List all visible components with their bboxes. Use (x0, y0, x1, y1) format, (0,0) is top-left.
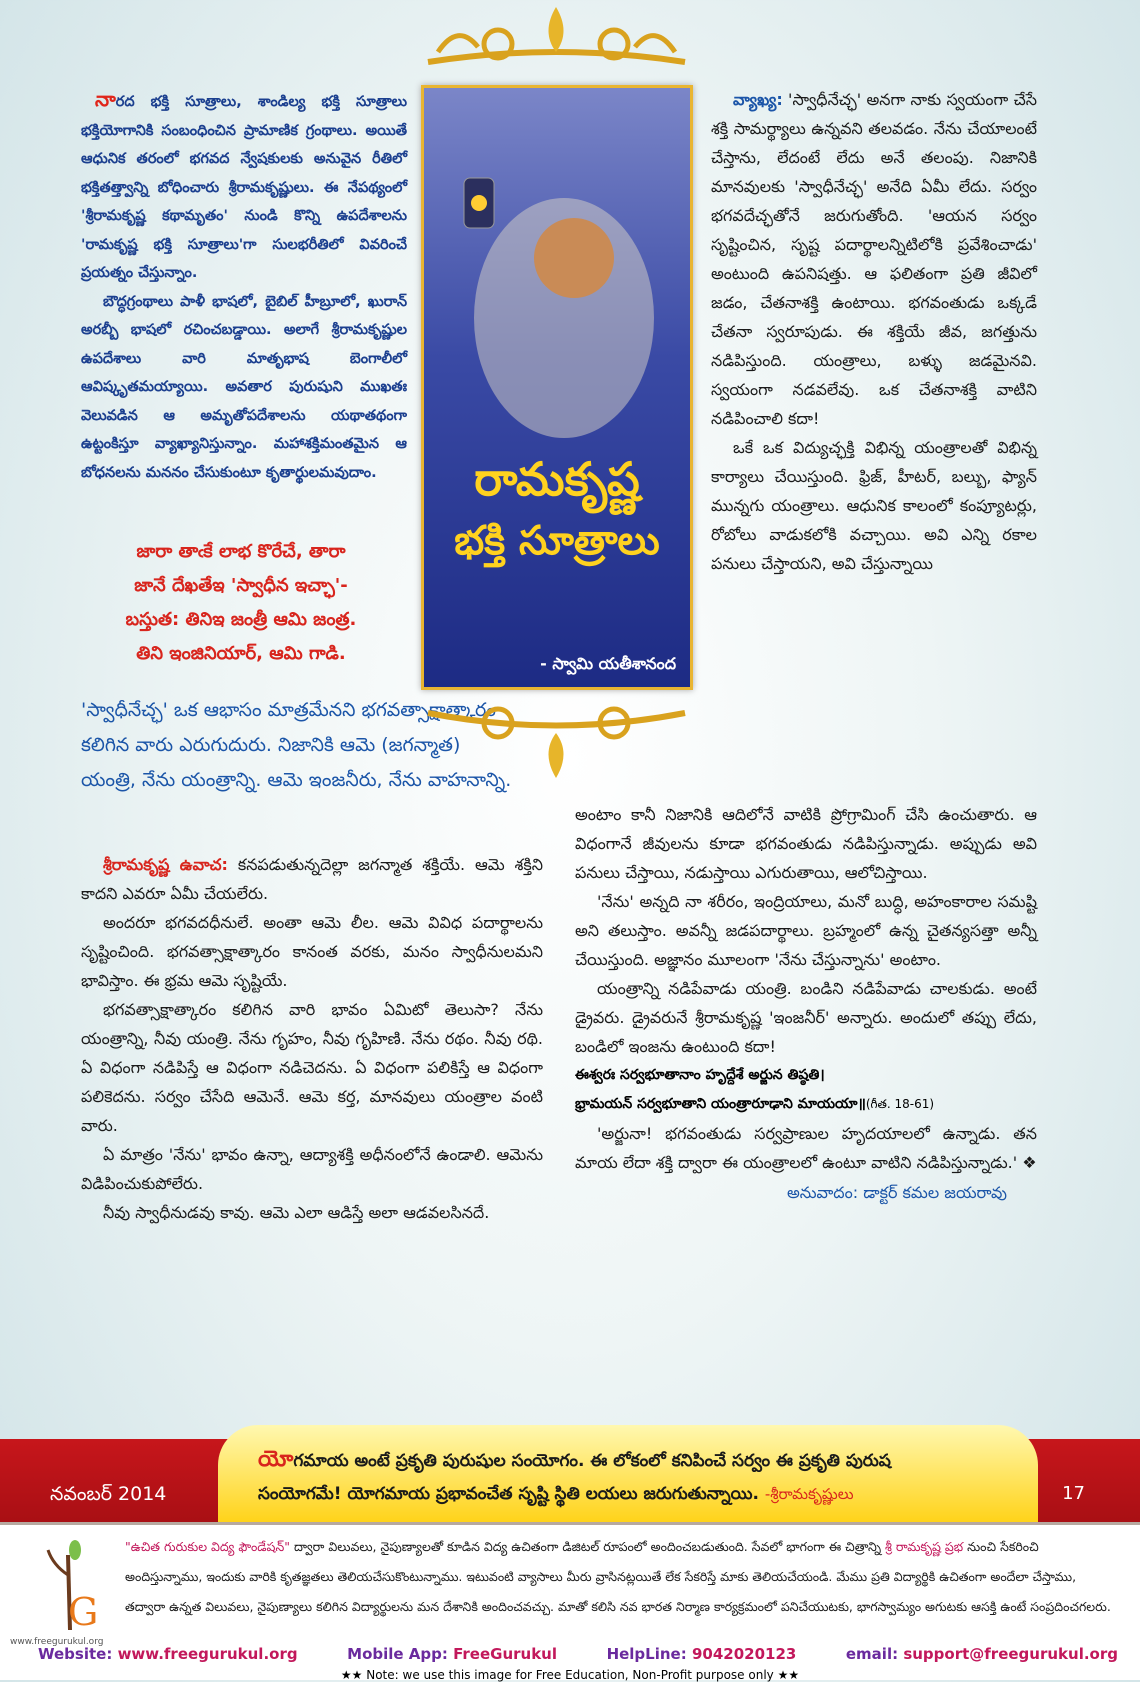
drop-cap: నా (95, 87, 116, 111)
footer-note: ★★ Note: we use this image for Free Education, Non-Profit purpose only ★★ (340, 1668, 800, 1682)
bengali-quote: జారా తాఁకే లాభ కొరేచే, తారా జానే దేఖతేఇ 'స్వాధీన ఇచ్ఛా'- బస్తుత: తినిఇ జంత్రీ ఆమి జంత్ర. తిని ఇంజినియార్, ఆమి గాడి. (125, 541, 357, 664)
freegurukul-logo (30, 1535, 100, 1635)
helpline: 9042020123 (691, 1645, 797, 1663)
poster-image (421, 85, 693, 690)
logo-url: www.freegurukul.org (10, 1637, 104, 1647)
commentary-continued: అంటాం కానీ నిజానికి ఆదిలోనే వాటికి ప్రోగ్రామింగ్ చేసి ఉంచుతారు. ఆ విధంగానే జీవులను కూడా భగవంతుడు నడిపిస్తున్నాడు. అప్పుడు అవి పనులు చేస్తాయి, నడుస్తాయి ఎగురుతాయి, ఆలోచిస్తాయి. 'నేను' అన్నది నా శరీరం, ఇంద్రియాలు, మనో బుద్ధి, అహంకారాల సమష్టి అని తలుస్తాం. అవన్నీ జడపదార్థాలు. బ్రహ్మంలో ఉన్న చైతన్యసత్తా అన్నీ చేయిస్తుంది. అజ్ఞానం మూలంగా 'నేను చేస్తున్నాను' అంటాం. యంత్రాన్ని నడిపేవాడు యంత్రి. బండిని నడిపేవాడు చాలకుడు. అంటే డ్రైవరు. డ్రైవరునే శ్రీరామకృష్ణ 'ఇంజనీర్' అన్నారు. అందులో తప్పు లేదు, బండిలో ఇంజను ఉంటుంది కదా! ఈశ్వరః సర్వభూతానాం హృద్దేశే అర్జున తిష్ఠతి। భ్రామయన్ సర్వభూతాని యంత్రారూఢాని మాయయా॥(గీత. 18-61) 'అర్జునా! భగవంతుడు సర్వప్రాణుల హృదయాలలో ఉన్నాడు. తన మాయ లేదా శక్తి ద్వారా ఈ యంత్రాలలో ఉంటూ వాటిని నడిపిస్తున్నాడు.' ❖ అనువాదం: డాక్టర్ కమల జయరావు (575, 800, 1037, 1209)
page-number: 17 (1062, 1483, 1085, 1504)
translator-credit: అనువాదం: డాక్టర్ కమల జయరావు (786, 1183, 1007, 1202)
intro-paragraph: బౌద్ధగ్రంథాలు పాళీ భాషలో, బైబిల్ హీబ్రూలో, ఖురాన్ అరబ్బీ భాషలో రచించబడ్డాయి. అలాగే శ్రీరామకృష్ణుల ఉపదేశాలు వారి మాతృభాష బెంగాలీలో ఆవిష్కృతమయ్యాయి. అవతార పురుషుని ముఖతః వెలువడిన ఆ అమృతోపదేశాలను యథాతథంగా ఉట్టంకిస్తూ వ్యాఖ్యానిస్తున్నాం. మహాశక్తిమంతమైన ఆ బోధనలను మననం చేసుకుంటూ కృతార్థులమవుదాం. (81, 293, 407, 481)
app-link[interactable]: FreeGurukul (453, 1645, 558, 1663)
poster-title-2: భక్తి సూత్రాలు (454, 518, 660, 564)
svg-text:G: G (68, 1590, 99, 1634)
sutra-text: 'స్వాధీనేచ్ఛ' ఒక ఆభాసం మాత్రమేనని భగవత్సాక్షాత్కారం కలిగిన వారు ఎరుగుదురు. నిజానికి ఆమె (జగన్మాత) యంత్రి, నేను యంత్రాన్ని. ఆమె ఇంజనీరు, నేను వాహనాన్ని. (81, 699, 512, 791)
issue-month: నవంబర్ 2014 (50, 1483, 167, 1505)
commentary-label: వ్యాఖ్య: (733, 90, 783, 109)
uvacha-section: శ్రీరామకృష్ణ ఉవాచ: కనపడుతున్నదెల్లా జగన్మాత శక్తియే. ఆమె శక్తిని కాదని ఎవరూ ఏమీ చేయలేరు. అందరూ భగవదధీనులే. అంతా ఆమె లీల. ఆమె వివిధ పదార్థాలను సృష్టించింది. భగవత్సాక్షాత్కారం కానంత వరకు, మనం స్వాధీనులమని భావిస్తాం. ఈ భ్రమ ఆమె సృష్టియే. భగవత్సాక్షాత్కారం కలిగిన వారి భావం ఏమిటో తెలుసా? నేను యంత్రాన్ని, నీవు యంత్రి. నేను గృహం, నీవు గృహిణి. నేను రథం. నీవు రథి. ఏ విధంగా నడిపిస్తే ఆ విధంగా నడిచెదను. ఏ విధంగా పలికిస్తే ఆ విధంగా పలికెదను. సర్వం చేసేది ఆమెనే. ఆమె కర్త, మానవులు యంత్రాల వంటి వారు. ఏ మాత్రం 'నేను' భావం ఉన్నా, ఆద్యాశక్తి అధీనంలోనే ఉండాలి. ఆమెను విడిపించుకుపోలేరు. నీవు స్వాధీనుడవు కావు. ఆమె ఎలా ఆడిస్తే అలా ఆడవలసినదే. (81, 855, 543, 1222)
sloka-line-2: భ్రామయన్ సర్వభూతాని యంత్రారూఢాని మాయయా॥(గీత. 18-61) (575, 1096, 935, 1112)
intro-section: నారద భక్తి సూత్రాలు, శాండిల్య భక్తి సూత్రాలు భక్తియోగానికి సంబంధించిన ప్రామాణిక గ్రంథాలు. అయితే ఆధునిక తరంలో భగవద న్వేషకులకు అనువైన రీతిలో భక్తితత్త్వాన్ని బోధించారు శ్రీరామకృష్ణులు. ఈ నేపథ్యంలో 'శ్రీరామకృష్ణ కథామృతం' నుండి కొన్ని ఉపదేశాలను 'రామకృష్ణ భక్తి సూత్రాలు'గా సులభరీతిలో వివరించే ప్రయత్నం చేస్తున్నాం. బౌద్ధగ్రంథాలు పాళీ భాషలో, బైబిల్ హీబ్రూలో, ఖురాన్ అరబ్బీ భాషలో రచించబడ్డాయి. అలాగే శ్రీరామకృష్ణుల ఉపదేశాలు వారి మాతృభాష బెంగాలీలో ఆవిష్కృతమయ్యాయి. అవతార పురుషుని ముఖతః వెలువడిన ఆ అమృతోపదేశాలను యథాతథంగా ఉట్టంకిస్తూ వ్యాఖ్యానిస్తున్నాం. మహాశక్తిమంతమైన ఆ బోధనలను మననం చేసుకుంటూ కృతార్థులమవుదాం. (81, 85, 407, 487)
email-link[interactable]: support@freegurukul.org (903, 1645, 1118, 1663)
ramakrishna-portrait-illustration (424, 88, 690, 448)
website-link[interactable]: www.freegurukul.org (117, 1645, 298, 1663)
top-ornament (418, 2, 695, 72)
sloka-line-1: ఈశ్వరః సర్వభూతానాం హృద్దేశే అర్జున తిష్ఠతి। (575, 1067, 825, 1083)
poster-title-1: రామకృష్ణ (474, 452, 640, 506)
bottom-ornament (418, 693, 695, 783)
commentary-column: వ్యాఖ్య: 'స్వాధీనేచ్ఛ' అనగా నాకు స్వయంగా చేసే శక్తి సామర్థ్యాలు ఉన్నవని తలవడం. నేను చేయాలంటే చేస్తాను, లేదంటే లేదు అనే తలంపు. నిజానికి మానవులకు 'స్వాధీనేచ్ఛ' అనేది ఏమీ లేదు. సర్వం భగవదేచ్ఛతోనే జరుగుతోంది. 'ఆయన సర్వం సృష్టించిన, సృష్ట పదార్థాలన్నిటిలోకి ప్రవేశించాడు' అంటుంది ఉపనిషత్తు. ఆ ఫలితంగా ప్రతి జీవిలో జడం, చేతనాశక్తి ఉంటాయి. భగవంతుడు ఒక్కడే చేతనా స్వరూపుడు. ఈ శక్తియే జీవ, జగత్తును నడిపిస్తుంది. యంత్రాలు, బళ్ళు జడమైనవి. స్వయంగా నడవలేవు. ఒక చేతనాశక్తి వాటిని నడిపించాలి కదా! ఒకే ఒక విద్యుచ్ఛక్తి విభిన్న యంత్రాలతో విభిన్న కార్యాలు చేయిస్తుంది. ఫ్రిజ్, హీటర్, బల్బు, ఫ్యాన్ మున్నగు యంత్రాలు. ఆధునిక కాలంలో కంప్యూటర్లు, రోబోలు వాడుకలోకి వచ్చాయి. అవి ఎన్ని రకాల పనులు చేస్తాయని, అవి చేస్తున్నాయి (711, 90, 1037, 573)
poster-author: - స్వామి యతీశానంద (540, 654, 676, 673)
footer-text: "ఉచిత గురుకుల విద్య ఫౌండేషన్" ద్వారా విలువలు, నైపుణ్యాలతో కూడిన విద్య ఉచితంగా డిజిటల్ రూపంలో అందించబడుతుంది. సేవలో భాగంగా ఈ చిత్రాన్ని శ్రీ రామకృష్ణ ప్రభ నుంచి సేకరించి అందిస్తున్నాము, ఇందుకు వారికి కృతజ్ఞతలు తెలియచేసుకొంటున్నాము. ఇటువంటి వ్యాసాలు మీరు వ్రాసినట్లయితే లేక సేకరిస్తే మాకు తెలియచేయండి. మేము ప్రతి విద్యార్థికి ఉచితంగా అందేలా చేస్తాము, తద్వారా ఉన్నత విలువలు, నైపుణ్యాలు కలిగిన విద్యార్థులను మన దేశానికి అందించవచ్చు. మాతో కలిసి నవ భారత నిర్మాణ కార్యక్రమంలో పనిచేయుటకు, భాగస్వామ్యం అగుటకు ఆసక్తి ఉంటే సంప్రదించగలరు. (125, 1539, 1111, 1614)
footer-links: Website: www.freegurukul.org Mobile App: FreeGurukul HelpLine: 9042020123 email: support@freegurukul.org (38, 1645, 1118, 1663)
quote-box: యోగమాయ అంటే ప్రకృతి పురుషుల సంయోగం. ఈ లోకంలో కనిపించే సర్వం ఈ ప్రకృతి పురుష సంయోగమే! యోగమాయ ప్రభావంచేత సృష్టి స్థితి లయలు జరుగుతున్నాయి. -శ్రీరామకృష్ణులు (218, 1425, 1038, 1522)
